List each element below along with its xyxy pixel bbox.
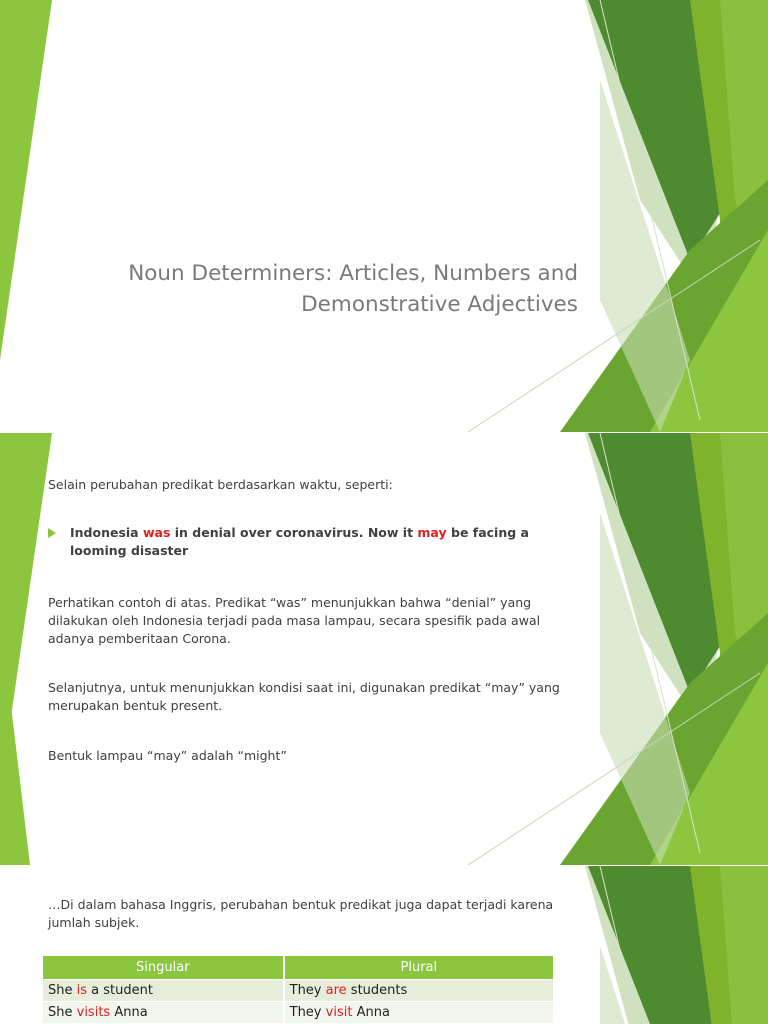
example-sentence bbox=[70, 524, 530, 560]
table-header-row bbox=[43, 956, 554, 980]
paragraph-past-form: Bentuk lampau “may” adalah “might” bbox=[48, 748, 287, 763]
cell-text: a student bbox=[87, 983, 153, 998]
slide2-intro: Selain perubahan predikat berdasarkan waktu, seperti: bbox=[48, 477, 393, 492]
paragraph-present: Selanjutnya, untuk menunjukkan kondisi saat ini, digunakan predikat “may” yang merupakan bentuk present. bbox=[48, 680, 560, 713]
sentence-part: Indonesia bbox=[70, 525, 143, 540]
cell-singular bbox=[43, 1002, 284, 1024]
title-line-2: Demonstrative Adjectives bbox=[301, 292, 578, 317]
table-row bbox=[43, 980, 554, 1002]
bullet-arrow-icon bbox=[48, 528, 56, 538]
table-row bbox=[43, 1002, 554, 1024]
verb-highlight: visits bbox=[76, 1005, 111, 1020]
verb-highlight: visit bbox=[325, 1005, 353, 1020]
highlight-was: was bbox=[142, 525, 171, 540]
header-plural: Plural bbox=[284, 956, 554, 980]
header-singular: Singular bbox=[43, 956, 284, 980]
cell-text: Anna bbox=[110, 1005, 148, 1020]
cell-text: students bbox=[346, 983, 408, 998]
highlight-may: may bbox=[417, 525, 447, 540]
cell-text: She bbox=[48, 1005, 77, 1020]
slide-title-page bbox=[0, 0, 768, 432]
cell-singular bbox=[43, 980, 284, 1002]
cell-text: She bbox=[48, 983, 77, 998]
green-decoration bbox=[0, 0, 768, 432]
slide-predicate-tense bbox=[0, 433, 768, 865]
slide-title bbox=[60, 258, 578, 320]
subject-verb-table bbox=[43, 956, 555, 1023]
sentence-part: be facing a looming disaster bbox=[70, 525, 529, 558]
verb-highlight: are bbox=[325, 983, 347, 998]
verb-highlight: is bbox=[76, 983, 88, 998]
green-decoration bbox=[0, 433, 768, 865]
cell-plural bbox=[284, 980, 554, 1002]
cell-text: They bbox=[289, 1005, 326, 1020]
cell-text: They bbox=[289, 983, 326, 998]
slide3-intro: …Di dalam bahasa Inggris, perubahan bentuk predikat juga dapat terjadi karena jumlah subjek. bbox=[48, 897, 554, 930]
cell-plural bbox=[284, 1002, 554, 1024]
sentence-part: in denial over coronavirus. Now it bbox=[170, 525, 418, 540]
cell-text: Anna bbox=[352, 1005, 390, 1020]
title-line-1: Noun Determiners: Articles, Numbers and bbox=[128, 261, 578, 286]
paragraph-explanation: Perhatikan contoh di atas. Predikat “was” menunjukkan bahwa “denial” yang dilakukan oleh Indonesia terjadi pada masa lampau, secara spesifik pada awal adanya pemberitaan Corona. bbox=[48, 595, 541, 646]
